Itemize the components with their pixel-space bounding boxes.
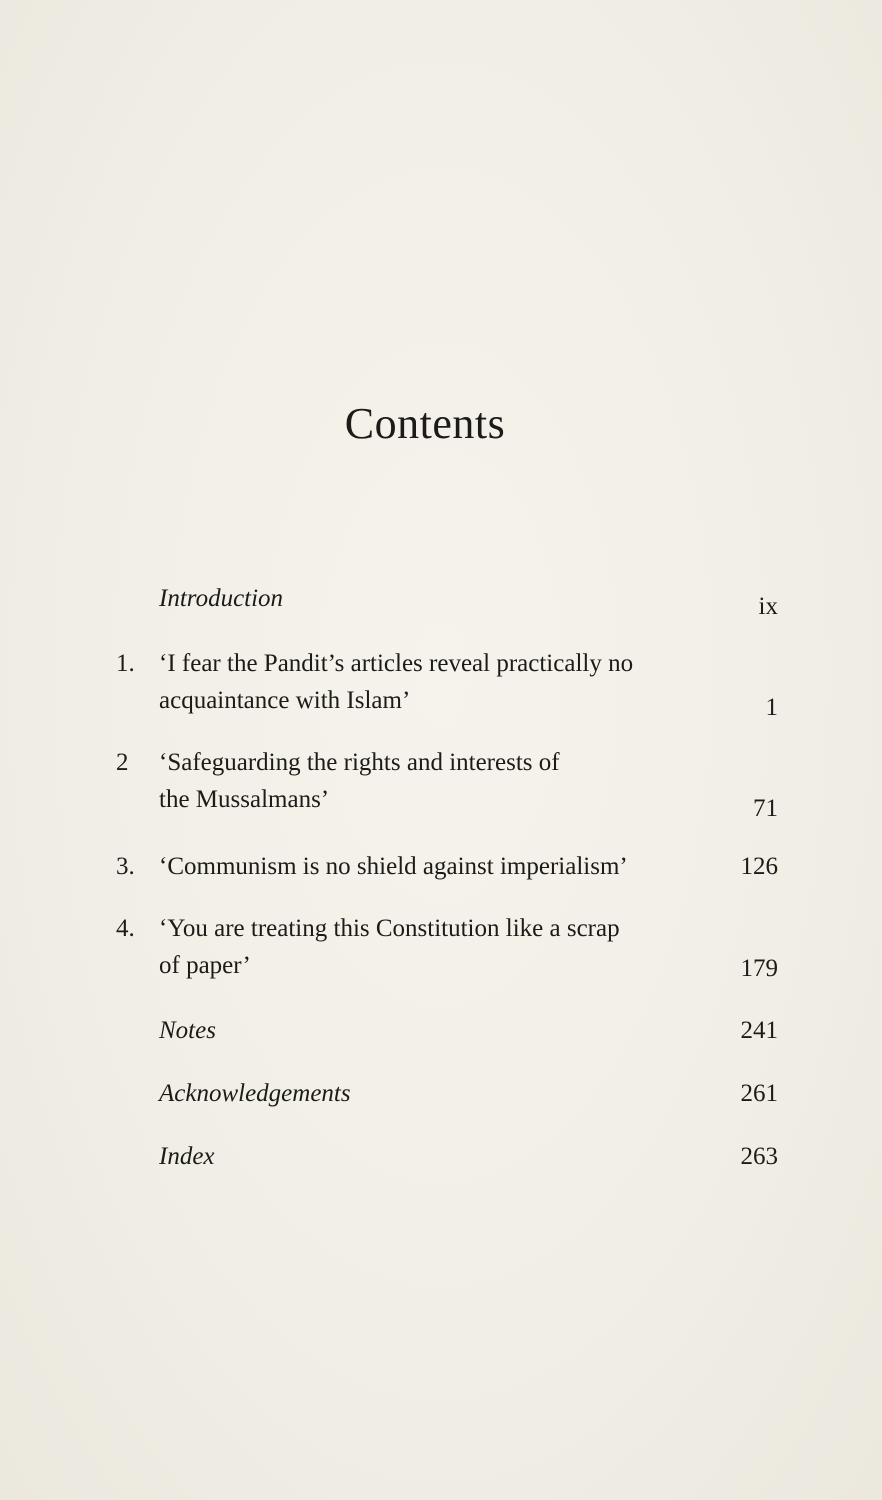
entry-title: [159, 1138, 699, 1175]
entry-title: [159, 910, 699, 984]
entry-title-line: ‘Safeguarding the rights and interests of: [159, 749, 560, 776]
page-title: Contents: [344, 399, 506, 448]
entry-page-number: 1: [765, 694, 778, 721]
entry-title: [159, 645, 699, 719]
entry-title-line: Acknowledgements: [159, 1080, 351, 1107]
entry-title: [159, 580, 699, 617]
entry-title-line: Introduction: [159, 585, 284, 612]
entry-number: 3.: [116, 853, 135, 880]
entry-number: 2: [116, 749, 129, 776]
entry-page-number: 261: [740, 1080, 778, 1107]
entry-page-number: 263: [740, 1143, 778, 1170]
entry-title-line: ‘You are treating this Constitution like a scrap: [159, 915, 620, 942]
entry-number: 1.: [116, 650, 135, 677]
entry-title-line: ‘Communism is no shield against imperialism’: [159, 853, 628, 880]
entry-title-line: Notes: [159, 1017, 216, 1044]
entry-page-number: 71: [753, 795, 778, 822]
entry-title-line: acquaintance with Islam’: [159, 687, 411, 714]
entry-title: [159, 1075, 699, 1112]
entry-title: [159, 1012, 699, 1049]
entry-title: [159, 744, 699, 818]
entry-title-line: the Mussalmans’: [159, 786, 330, 813]
entry-title-line: of paper’: [159, 952, 251, 979]
entry-page-number: 179: [740, 955, 778, 982]
entry-title-line: Index: [159, 1143, 215, 1170]
entry-number: 4.: [116, 915, 135, 942]
entry-title-line: ‘I fear the Pandit’s articles reveal practically no: [159, 650, 634, 677]
entry-page-number: 241: [740, 1017, 778, 1044]
entry-page-number: 126: [740, 853, 778, 880]
entry-page-number: ix: [758, 593, 778, 620]
entry-title: [159, 848, 699, 885]
